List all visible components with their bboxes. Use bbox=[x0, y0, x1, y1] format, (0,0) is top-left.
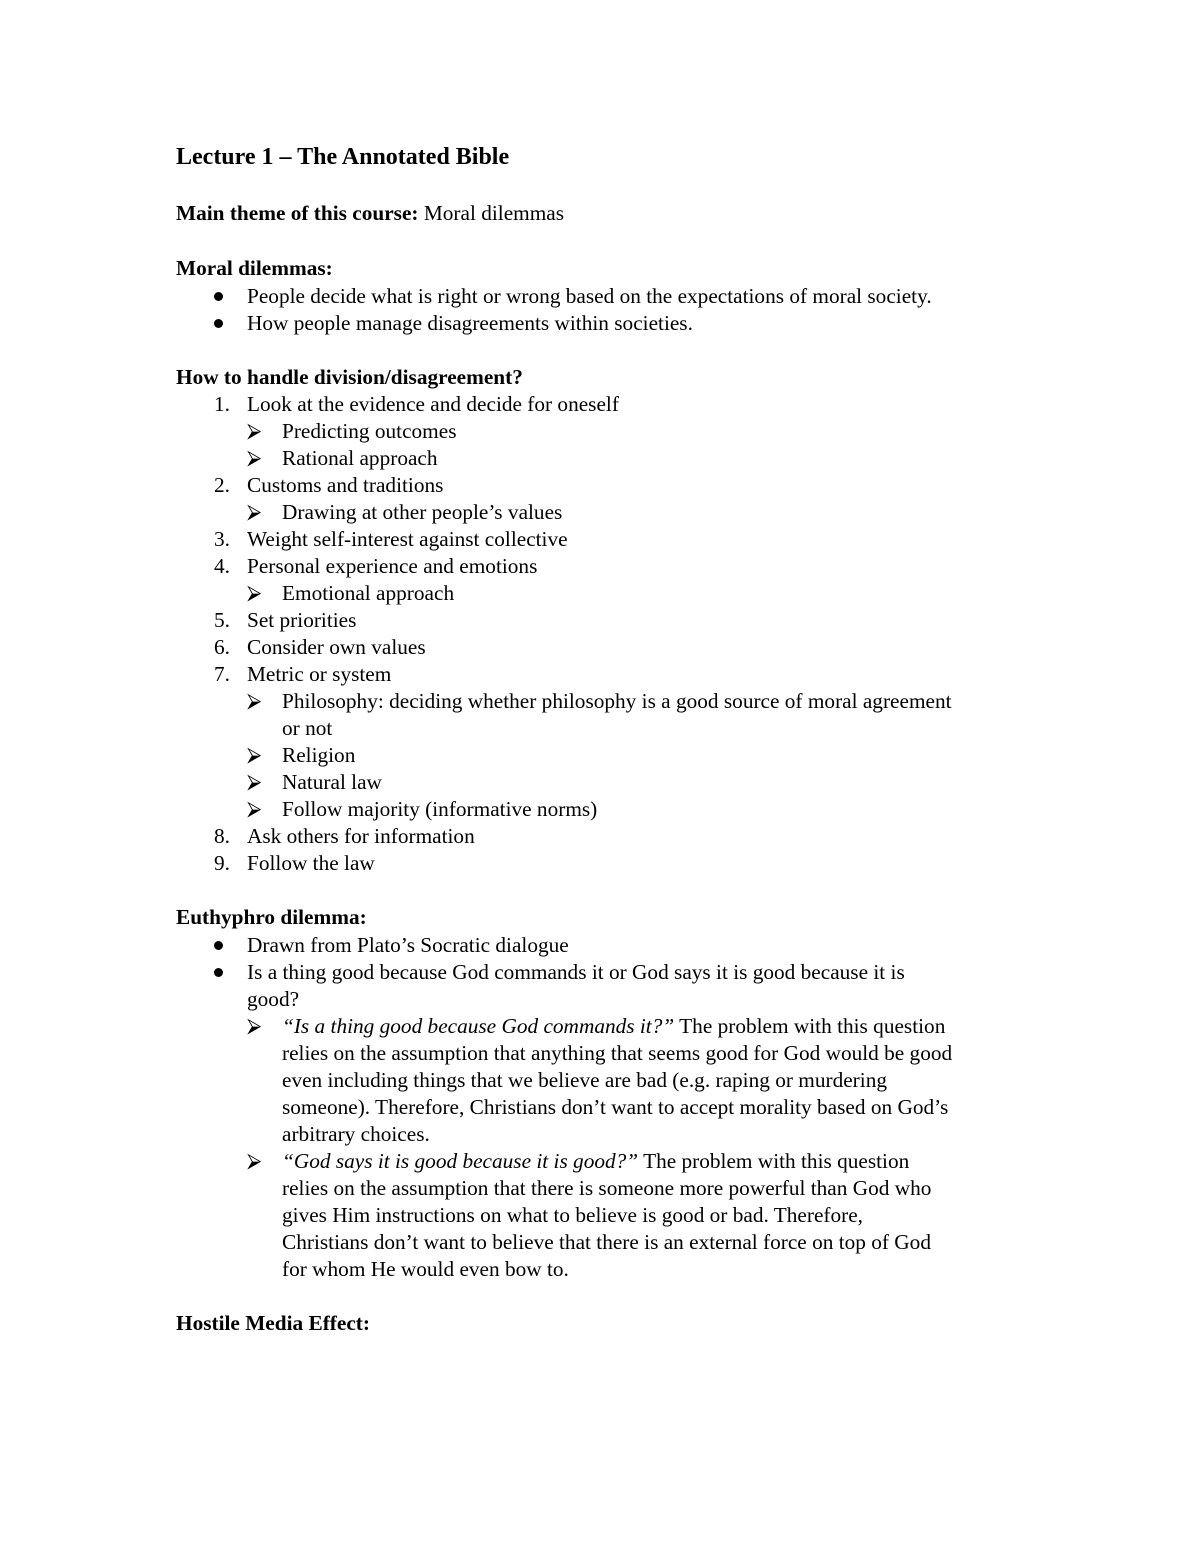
bullet-icon bbox=[214, 941, 223, 950]
list-number: 9. bbox=[214, 851, 230, 875]
list-item: Metric or system bbox=[247, 662, 392, 686]
sub-list-item: Philosophy: deciding whether philosophy is a good source of moral agreement bbox=[282, 689, 952, 713]
paragraph-text: even including things that we believe are bad (e.g. raping or murdering bbox=[282, 1068, 887, 1092]
sub-paragraph-line bbox=[282, 1013, 945, 1040]
paragraph-text: The problem with this question bbox=[674, 1014, 946, 1038]
list-item: Weight self-interest against collective bbox=[247, 527, 568, 551]
sub-list-item: Follow majority (informative norms) bbox=[282, 797, 598, 821]
list-item: Set priorities bbox=[247, 608, 357, 632]
list-number: 5. bbox=[214, 608, 230, 632]
arrow-bullet-icon: ⮚ bbox=[247, 690, 262, 712]
list-item: How people manage disagreements within societies. bbox=[247, 311, 693, 335]
list-number: 2. bbox=[214, 473, 230, 497]
list-item: People decide what is right or wrong based on the expectations of moral society. bbox=[247, 284, 932, 308]
paragraph-text: someone). Therefore, Christians don’t want to accept morality based on God’s bbox=[282, 1095, 949, 1119]
main-theme-label: Main theme of this course: bbox=[176, 201, 419, 225]
quote-text: “God says it is good because it is good?” bbox=[282, 1149, 639, 1173]
sub-list-item: Emotional approach bbox=[282, 581, 455, 605]
paragraph-text: arbitrary choices. bbox=[282, 1122, 430, 1146]
main-theme-value: Moral dilemmas bbox=[423, 201, 565, 225]
bullet-icon bbox=[214, 292, 223, 301]
sub-list-item: Natural law bbox=[282, 770, 382, 794]
list-number: 4. bbox=[214, 554, 230, 578]
arrow-bullet-icon: ⮚ bbox=[247, 447, 262, 469]
list-item: Consider own values bbox=[247, 635, 426, 659]
paragraph-text: relies on the assumption that anything that seems good for God would be good bbox=[282, 1041, 953, 1065]
euthyphro-heading: Euthyphro dilemma: bbox=[176, 905, 367, 929]
sub-paragraph-line bbox=[282, 1148, 909, 1175]
list-item: Is a thing good because God commands it or God says it is good because it is bbox=[247, 960, 905, 984]
sub-list-item: Religion bbox=[282, 743, 356, 767]
sub-list-item: Predicting outcomes bbox=[282, 419, 457, 443]
list-number: 6. bbox=[214, 635, 230, 659]
sub-list-item: Rational approach bbox=[282, 446, 438, 470]
division-heading: How to handle division/disagreement? bbox=[176, 365, 523, 389]
list-item: Drawn from Plato’s Socratic dialogue bbox=[247, 933, 569, 957]
arrow-bullet-icon: ⮚ bbox=[247, 420, 262, 442]
main-theme-line bbox=[176, 200, 564, 227]
arrow-bullet-icon: ⮚ bbox=[247, 744, 262, 766]
list-number: 1. bbox=[214, 392, 230, 416]
arrow-bullet-icon: ⮚ bbox=[247, 1015, 262, 1037]
list-number: 8. bbox=[214, 824, 230, 848]
arrow-bullet-icon: ⮚ bbox=[247, 501, 262, 523]
list-item: Customs and traditions bbox=[247, 473, 444, 497]
arrow-bullet-icon: ⮚ bbox=[247, 1150, 262, 1172]
hostile-media-heading: Hostile Media Effect: bbox=[176, 1311, 370, 1335]
bullet-icon bbox=[214, 319, 223, 328]
list-item-continued: good? bbox=[247, 987, 300, 1011]
list-item: Look at the evidence and decide for oneself bbox=[247, 392, 619, 416]
page-title: Lecture 1 – The Annotated Bible bbox=[176, 144, 510, 170]
list-number: 7. bbox=[214, 662, 230, 686]
list-item: Ask others for information bbox=[247, 824, 475, 848]
arrow-bullet-icon: ⮚ bbox=[247, 798, 262, 820]
paragraph-text: relies on the assumption that there is someone more powerful than God who bbox=[282, 1176, 932, 1200]
sub-list-item: Drawing at other people’s values bbox=[282, 500, 563, 524]
arrow-bullet-icon: ⮚ bbox=[247, 582, 262, 604]
paragraph-text: gives Him instructions on what to believe is good or bad. Therefore, bbox=[282, 1203, 864, 1227]
list-item: Personal experience and emotions bbox=[247, 554, 538, 578]
paragraph-text: Christians don’t want to believe that there is an external force on top of God bbox=[282, 1230, 931, 1254]
paragraph-text: for whom He would even bow to. bbox=[282, 1257, 569, 1281]
paragraph-text: The problem with this question bbox=[638, 1149, 910, 1173]
arrow-bullet-icon: ⮚ bbox=[247, 771, 262, 793]
list-number: 3. bbox=[214, 527, 230, 551]
sub-list-item-continued: or not bbox=[282, 716, 333, 740]
quote-text: “Is a thing good because God commands it?” bbox=[282, 1014, 675, 1038]
moral-dilemmas-heading: Moral dilemmas: bbox=[176, 256, 333, 280]
bullet-icon bbox=[214, 968, 223, 977]
list-item: Follow the law bbox=[247, 851, 375, 875]
